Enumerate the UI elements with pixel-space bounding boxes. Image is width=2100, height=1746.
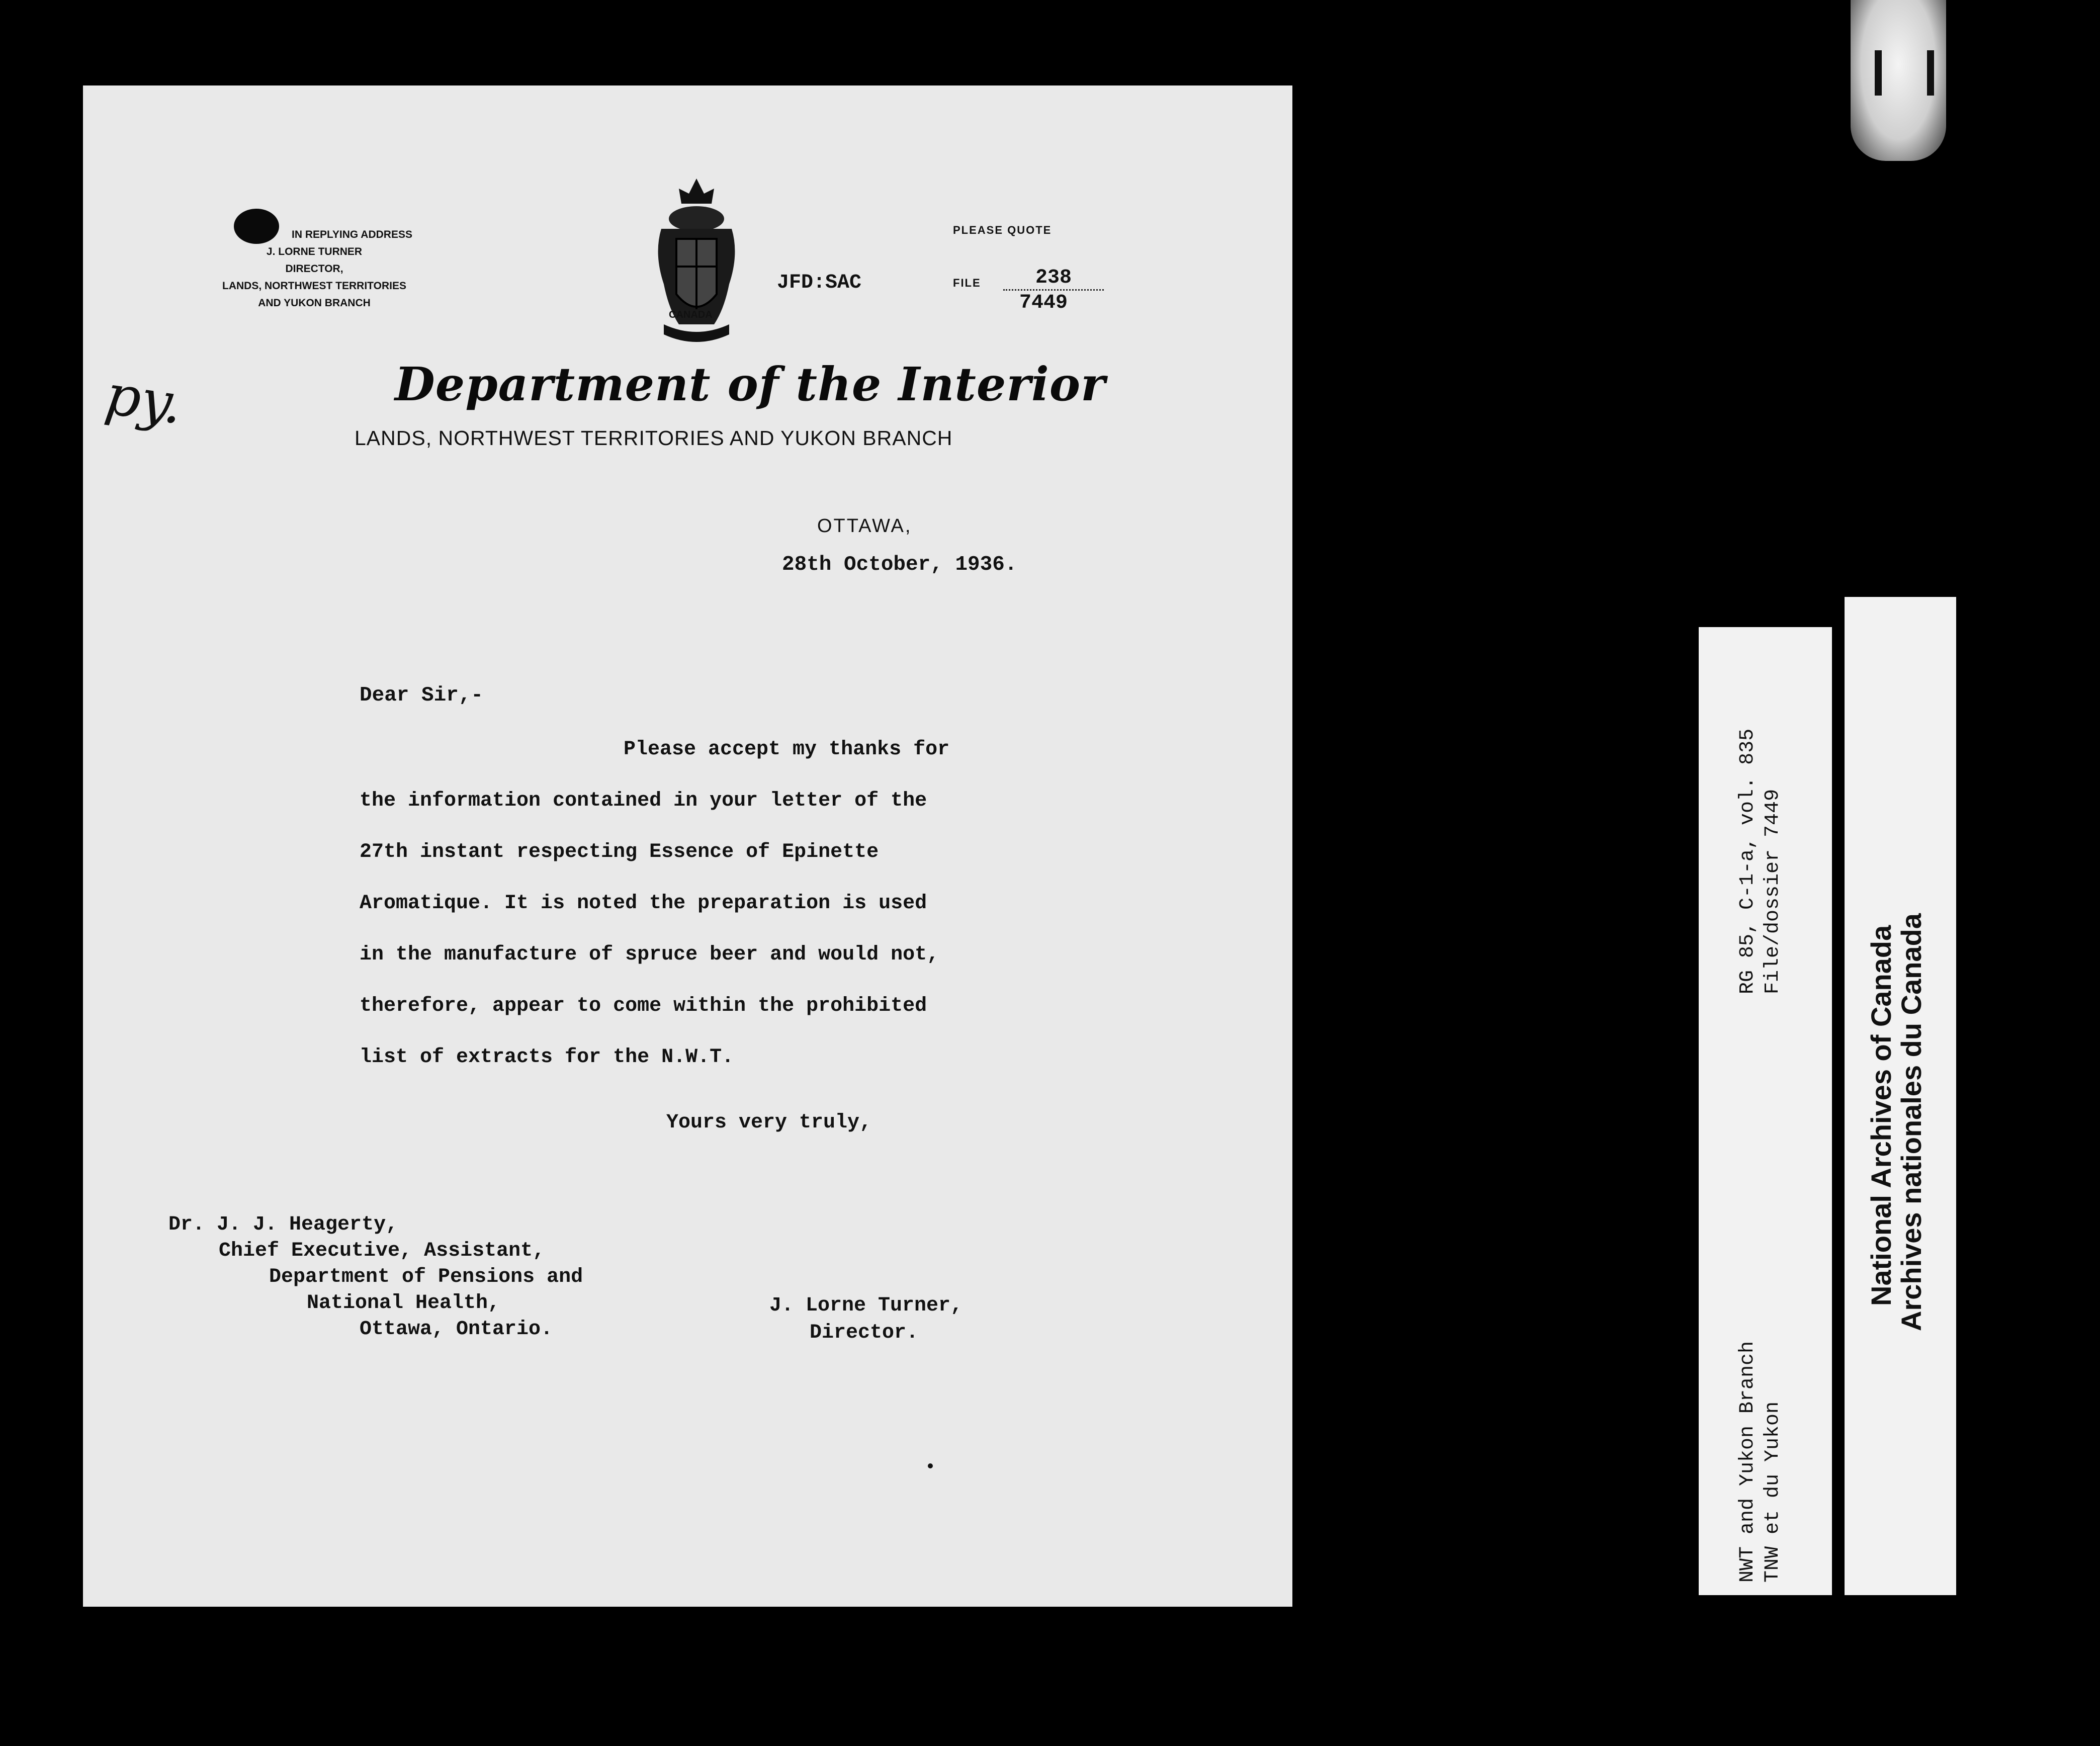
- body-line: Aromatique. It is noted the preparation is used: [360, 892, 927, 915]
- branch-title: LANDS, NORTHWEST TERRITORIES AND YUKON BRANCH: [355, 426, 953, 450]
- margin-initials: py.: [101, 362, 187, 437]
- recipient-line: National Health,: [307, 1292, 500, 1315]
- reply-line: J. LORNE TURNER: [266, 246, 363, 257]
- reference-initials: JFD:SAC: [777, 272, 862, 294]
- reply-line: LANDS, NORTHWEST TERRITORIES: [222, 280, 406, 292]
- recipient-line: Chief Executive, Assistant,: [219, 1240, 545, 1262]
- recipient-address: [168, 1212, 583, 1343]
- signature-title: Director.: [810, 1322, 919, 1344]
- reply-line: IN REPLYING ADDRESS: [292, 229, 412, 240]
- crest-label: CANADA: [669, 309, 713, 320]
- body-line: therefore, appear to come within the prohibited: [360, 995, 927, 1017]
- signature-name: J. Lorne Turner,: [769, 1294, 963, 1317]
- archive-name-french: Archives nationales du Canada: [1895, 913, 1927, 1331]
- archive-reference-line1: RG 85, C-1-a, vol. 835: [1736, 728, 1759, 994]
- body-line: 27th instant respecting Essence of Epinette: [360, 841, 879, 863]
- recipient-line: Department of Pensions and: [269, 1266, 583, 1288]
- knob-mark-icon: [1875, 50, 1934, 96]
- archive-branch-line1: NWT and Yukon Branch: [1736, 1341, 1759, 1583]
- archive-reference-line2: File/dossier 7449: [1762, 789, 1784, 994]
- body-line: in the manufacture of spruce beer and would not,: [360, 943, 939, 966]
- reply-address-block: [201, 226, 427, 312]
- archive-reference-card: [1699, 627, 1832, 1595]
- place: OTTAWA,: [817, 515, 912, 537]
- file-number: 238: [1003, 267, 1104, 291]
- recipient-line: Ottawa, Ontario.: [360, 1318, 553, 1341]
- ink-dot: [928, 1463, 933, 1468]
- archive-name-english: National Archives of Canada: [1865, 925, 1897, 1306]
- recipient-line: Dr. J. J. Heagerty,: [168, 1213, 398, 1236]
- letter-body: [360, 724, 949, 1083]
- department-title: Department of the Interior: [395, 357, 1106, 411]
- please-quote-label: PLEASE QUOTE: [953, 224, 1052, 236]
- archive-name-card: [1845, 597, 1956, 1595]
- reply-line: AND YUKON BRANCH: [258, 297, 371, 309]
- body-line: list of extracts for the N.W.T.: [360, 1046, 734, 1069]
- letter-date: 28th October, 1936.: [782, 553, 1017, 576]
- letter-page: [83, 85, 1292, 1607]
- reply-line: DIRECTOR,: [285, 263, 343, 275]
- file-label: FILE: [953, 277, 981, 289]
- closing: Yours very truly,: [666, 1111, 872, 1134]
- signature-block: [769, 1292, 962, 1347]
- body-line: the information contained in your letter of the: [360, 790, 927, 812]
- archive-branch-line2: TNW et du Yukon: [1762, 1401, 1784, 1583]
- body-line: Please accept my thanks for: [624, 738, 950, 761]
- file-subnumber: 7449: [1019, 292, 1068, 314]
- salutation: Dear Sir,-: [360, 684, 484, 707]
